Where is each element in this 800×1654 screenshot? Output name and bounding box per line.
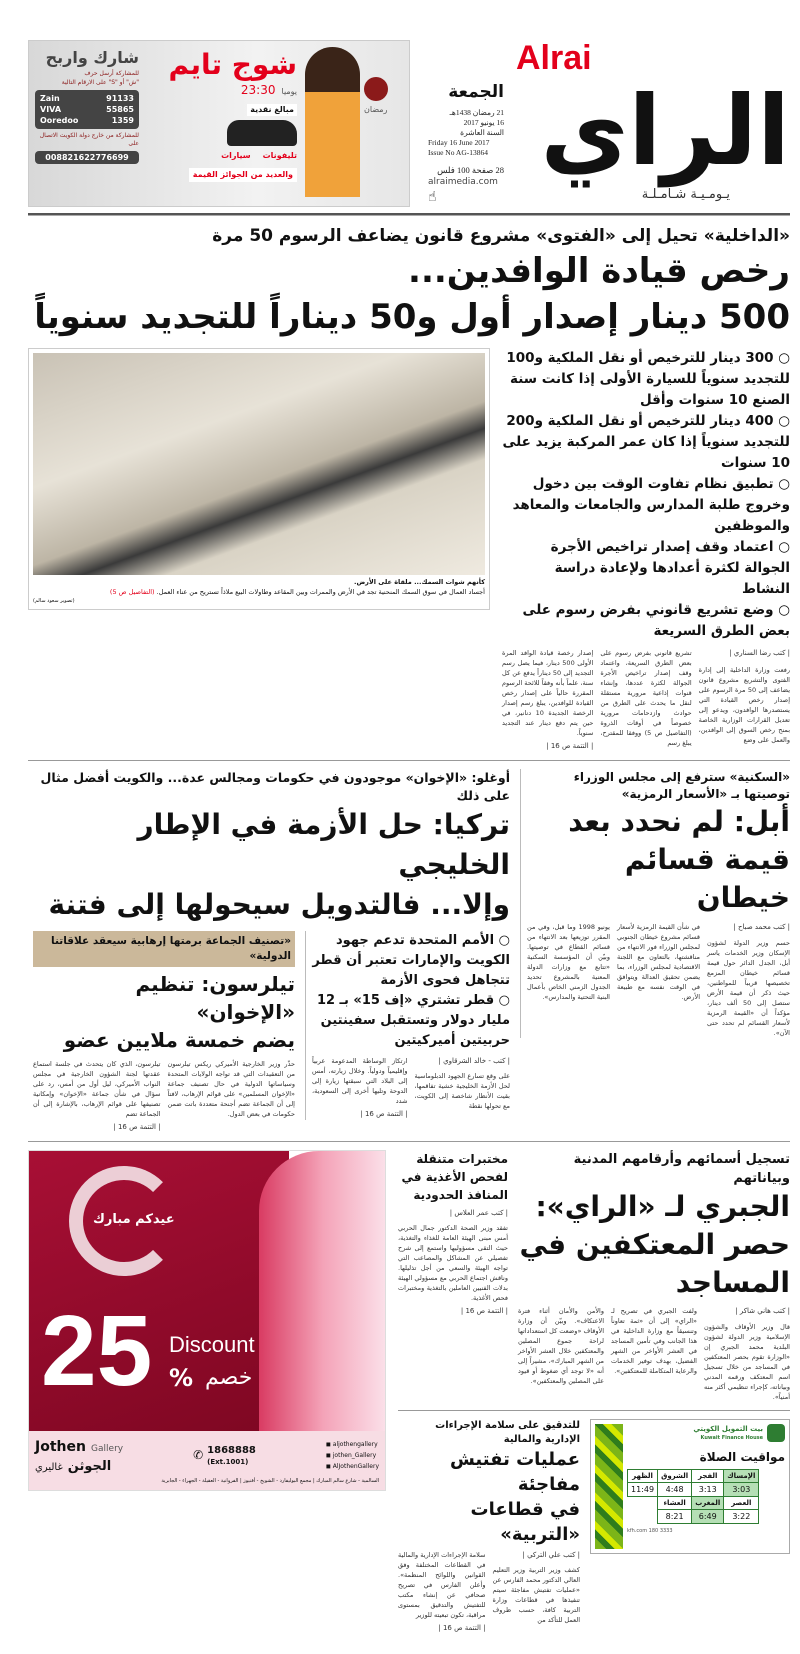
- presenter-photo: [305, 47, 360, 197]
- phone-icon: ✆: [193, 1448, 204, 1462]
- tarbiya-body: [398, 1550, 580, 1634]
- labs-body: تفقد وزير الصحة الدكتور جمال الحربي أمس مبنى الهيئة العامة للغذاء والتغذية، حيث التقى مسؤوليها واستمع إلى شرح تفصيلي عن المشاكل والمصاعب التي تواجه الهيئة والسعي من أجل تذليلها. وناقش اجتماع الحربي مع مسؤولي الهيئة بدلات الفنيين العاملين بالتغذية ومختبرات فحص الأغذية.: [398, 1224, 508, 1302]
- jothen-gallery-en: Gallery: [91, 1444, 124, 1454]
- jothen-brand-ar: [35, 1455, 123, 1474]
- prayer-time: 6:49: [692, 1510, 724, 1524]
- tillerson-body: [33, 1059, 295, 1133]
- instagram-link[interactable]: [326, 1439, 379, 1450]
- tillerson-block: [33, 931, 295, 1133]
- kfh-brand: [627, 1424, 785, 1442]
- prayer-time: 3:13: [692, 1483, 724, 1497]
- tillerson-body-col-2-wrap: [33, 1059, 161, 1133]
- code-number: 91133: [106, 94, 134, 103]
- lead-headline-1: رخص قيادة الوافدين...: [408, 251, 790, 291]
- prize-cars: سيارات: [221, 151, 251, 160]
- tillerson-body-col-1: حذّر وزير الخارجية الأميركي ريكس تيلرسون من التعقيدات التي قد تواجه الولايات المتحدة وسياساتها الدولية في حال تصنيف جماعة «الإخوان المسلمين» على قوائم الإرهاب، لافتاً إلى أن الجماعة تضم أجنحة متعددة باتت ضمن حكومات في بعض الدول.: [167, 1060, 295, 1118]
- abel-body-col-1-wrap: [707, 922, 790, 1038]
- masthead: [516, 40, 790, 204]
- lead-bullets: [502, 348, 790, 642]
- turkey-body-col-2: ارتكاز الوساطة المدعومة عربياً وإقليمياً ودولياً. وخلال زيارته، أمس إلى البلاد التي سبقتها زيارة إلى الدوحة وتليها أخرى إلى السعودية، شدد: [312, 1057, 408, 1105]
- ad-daily: يوميا: [281, 87, 297, 96]
- eid-calligraphy: عيدكم مبارك: [93, 1212, 175, 1227]
- discount-label: Discount: [169, 1332, 255, 1357]
- ad-brand-block: [364, 47, 394, 116]
- prayer-name: الإمساك: [724, 1470, 759, 1483]
- prayer-names-row: [628, 1470, 759, 1483]
- alrai-ramadan-logo: [364, 77, 388, 101]
- prayer-times-table: [627, 1469, 759, 1524]
- tarbiya-body-col-2: سلامة الإجراءات الإدارية والمالية في القطاعات المختلفة وفق القوانين واللوائح المنظمة». وأعلن الفارس في تصريح صحافي عن إنشاء مكتب للتفتيش والتدقيق بمستوى مراقبة، تكون تبعيته للوزير: [398, 1551, 486, 1619]
- ad-footer-row: [35, 1436, 379, 1474]
- issue-number: Issue No AG-13864: [428, 148, 488, 157]
- social-handle: jothen_Gallery: [332, 1451, 377, 1459]
- masthead-rule: [28, 213, 790, 216]
- lead-headline-2: 500 دينار إصدار أول و50 ديناراً للتجديد سنوياً: [34, 297, 790, 337]
- car-image: [227, 120, 297, 146]
- jabri-kicker: تسجيل أسمائهم وأرقامهم المدنية وبياناتهم: [573, 1152, 790, 1186]
- operator: Ooredoo: [40, 116, 79, 125]
- facebook-link[interactable]: [326, 1461, 379, 1472]
- turkey-body-col-1: على وقع تسارع الجهود الدبلوماسية لحل الأزمة الخليجية خشية تفاقمها، بقيت الأنظار شاخصة إلى الكويت، مع تحولها نقطة: [414, 1072, 510, 1110]
- code-row: [40, 115, 134, 126]
- discount-number: 25: [41, 1295, 153, 1407]
- pointer-hand-icon: ☝: [428, 189, 437, 205]
- jothen-phone: 1868888: [207, 1444, 256, 1456]
- prize-phones: تليفونات: [262, 151, 297, 160]
- jabri-headline-1: الجبري لـ «الراي»:: [535, 1190, 790, 1223]
- lead-photo-frame: [28, 348, 490, 610]
- ad-time: 23:30: [240, 83, 276, 97]
- ad-share-column: [35, 47, 139, 164]
- jothen-gallery-ar: غاليري: [35, 1462, 63, 1473]
- jothen-discount-ad[interactable]: [28, 1150, 386, 1491]
- turkey-details: [305, 931, 510, 1120]
- section-divider: [398, 1410, 790, 1411]
- jabri-block: [518, 1150, 790, 1402]
- percent-sign: %: [169, 1364, 194, 1392]
- woman-silhouette-graphic: [259, 1151, 386, 1431]
- abel-kicker: «السكنية» سترفع إلى مجلس الوزراء توصيتها بـ «الأسعار الرمزية»: [573, 770, 790, 801]
- tillerson-continued-link[interactable]: | التتمة ص 16 |: [113, 1123, 161, 1131]
- operator: VIVA: [40, 105, 62, 114]
- lead-text-column: [502, 348, 790, 752]
- photo-credit: (تصوير سعود سالم): [33, 598, 75, 604]
- tarbiya-prayer-row: [398, 1419, 790, 1634]
- sms-codes-box: [35, 90, 139, 129]
- day-label: الجمعة: [448, 82, 504, 102]
- tagline: يـومـيـة شـامـلـة: [641, 187, 730, 202]
- kfh-names: [693, 1424, 763, 1442]
- green-pattern-graphic: [595, 1424, 623, 1549]
- showtime-ad[interactable]: [28, 40, 410, 207]
- kfh-contact: kfh.com 180 3333: [627, 1528, 673, 1534]
- abel-body-col-3: يونيو 1998 وما قبل، وفي من المقرر توزيعها بعد الانتهاء من قسائم القطاع في توصيتها. وبيّن أن المؤسسة السكنية «تتابع مع وزارات الدولة المعنية بالمشروع تحديد الجدول الزمني الخاص بأعمال البنية التحتية والمدارس».: [527, 923, 610, 1001]
- caption-ref[interactable]: (التفاصيل ص 5): [109, 588, 155, 596]
- lead-continued-link[interactable]: | التتمة ص 16 |: [546, 742, 594, 750]
- turkey-block: [28, 769, 510, 1133]
- turkey-subrow: [28, 931, 510, 1133]
- tarbiya-headline-2: في قطاعات «التربية»: [470, 1499, 580, 1545]
- ad-presenter-column: [305, 47, 395, 197]
- pages-price: 28 صفحة 100 فلس: [437, 165, 504, 175]
- turkey-body-col-1-wrap: [415, 1056, 511, 1111]
- facebook-icon: ◼: [325, 1462, 331, 1470]
- front-page: [28, 0, 790, 1654]
- ad-outside-note: للمشاركة من خارج دولة الكويت الاتصال على: [39, 132, 139, 147]
- prayer-times-row: [628, 1510, 759, 1524]
- turkey-bullet: ○ قطر تشتري «إف 15» بـ 12 مليار دولار وتستقبل سفينتين حربيتين أميركيتين: [316, 993, 510, 1048]
- code-row: [40, 104, 134, 115]
- abel-block: [520, 769, 790, 1038]
- ad-visual: [29, 1151, 385, 1431]
- gregorian-date-ar: 16 يونيو 2017: [463, 118, 504, 127]
- ad-instructions-2: "ش" أو "S" على الارقام التالية: [61, 79, 139, 86]
- khasm-label: خصم: [205, 1365, 253, 1390]
- prayer-name: الظهر: [628, 1470, 658, 1483]
- lead-bullet: ○ اعتماد وقف إصدار تراخيص الأجرة الجوالة لكثرة أعدادها ولإعادة دراسة النشاط: [550, 539, 790, 597]
- prayer-time: 3:03: [724, 1483, 759, 1497]
- second-row: [28, 769, 790, 1133]
- turkey-bullet: ○ الأمم المتحدة تدعم جهود الكويت والإمارات تعتبر أن قطر تتجاهل فحوى الأزمة: [312, 933, 510, 988]
- prayer-name: الشروق: [658, 1470, 692, 1483]
- tillerson-headline-1: تيلرسون: تنظيم «الإخوان»: [135, 972, 295, 1024]
- lead-body-col-3-wrap: [502, 648, 593, 752]
- lead-bullet: ○ تطبيق نظام تفاوت الوقت بين دخول وخروج طلبة المدارس والجامعات والمعاهد والموظفين: [512, 476, 790, 534]
- lead-bullet: ○ 400 دينار للترخيص أو نقل الملكية و200 للتجديد سنوياً إذا كان عمر المركبة يزيد على 10 سنوات: [502, 413, 790, 471]
- prayer-time: 11:49: [628, 1483, 658, 1497]
- lead-byline: | كتب رضا السناري |: [729, 649, 790, 657]
- abel-headline: أبل: لم نحدد بعد قيمة قسائم خيطان: [568, 805, 790, 914]
- labs-headline: مختبرات متنقلة لفحص الأغذية في المنافذ الحدودية: [401, 1152, 508, 1202]
- lead-bullet: ○ وضع تشريع قانوني بفرض رسوم على بعض الطرق السريعة: [522, 602, 790, 639]
- social-handle: aljothengallery: [332, 1440, 378, 1448]
- code-row: [40, 93, 134, 104]
- labs-jabri-row: [398, 1150, 790, 1402]
- lead-bullet: ○ 300 دينار للترخيص أو نقل الملكية و100 للتجديد سنوياً للسيارة الأولى إذا كانت سنة الصنع 10 سنوات وأقل: [506, 350, 790, 408]
- third-row: [28, 1150, 790, 1634]
- tarbiya-kicker: للتدقيق على سلامة الإجراءات الإدارية والمالية: [435, 1420, 580, 1445]
- instagram-icon: ◼: [325, 1440, 331, 1448]
- date-column: [422, 40, 504, 205]
- labs-block: [398, 1150, 508, 1317]
- lead-body-col-2: تشريع قانوني بفرض رسوم على بعض الطرق السريعة، واعتماد وقف إصدار تراخيص الأجرة الجوالة لكثرة عددها، وإنشاء قنوات إذاعية مرورية مستقلة لنقل ما يحدث على الطرق من حوادث وازدحامات مرورية خصوصاً في أوقات الذروة (التفاصيل ص 5) ووفقا للمقترح، يبلغ رسم: [600, 649, 692, 747]
- turkey-headline-1: تركيا: حل الأزمة في الإطار الخليجي: [137, 808, 510, 881]
- prayer-ad-content: [627, 1424, 785, 1535]
- social-links: [326, 1439, 379, 1472]
- kfh-name-en: Kuwait Finance House: [700, 1435, 763, 1441]
- caption-text: أجساد العمال في سوق السمك المنحنية تجد في الأرض والممرات وبين المقاعد وطاولات البيع ملاذاً تستريح من عناء العمل.: [156, 588, 485, 596]
- abel-body-col-2: في شأن القيمة الرمزية لأسعار قسائم مشروع خيطان الجنوبي لمجلس الوزراء فور الانتهاء من مناقشتها، بالتعاون مع اللجنة الاقتصادية لمجلس الوزراء، بما يضمن تحقيق العدالة ويتوافق في الوقت نفسه مع طبيعة الأرض.: [617, 923, 700, 1001]
- lead-kicker: «الداخلية» تحيل إلى «الفتوى» مشروع قانون يضاعف الرسوم 50 مرة: [212, 226, 790, 246]
- tarbiya-body-col-2-wrap: [398, 1550, 486, 1634]
- section-divider: [28, 760, 790, 761]
- jabri-headline-2: حصر المعتكفين في المساجد: [519, 1228, 790, 1299]
- photo-caption: [33, 587, 485, 597]
- jabri-body-col-1: قال وزير الأوقاف والشؤون الإسلامية وزير الدولة لشؤون البلدية محمد الجبري إن «الوزارة تقوم بحصر المعتكفين في المساجد من خلال تسجيل اسم المعتكف ورقمه المدني وبياناته، كإجراء تنظيمي أكثر منه أمنياً».: [704, 1323, 790, 1401]
- jothen-logo-en: Jothen: [35, 1439, 86, 1455]
- twitter-link[interactable]: [326, 1450, 379, 1461]
- gregorian-date-en: Friday 16 June 2017: [428, 138, 490, 147]
- social-handle: AlJothenGallery: [332, 1462, 379, 1470]
- ad-schedule: [147, 83, 297, 97]
- abel-body: [527, 922, 790, 1038]
- jabri-byline: | كتب هاني شاكر |: [735, 1307, 790, 1315]
- ad-prize-row: [147, 150, 297, 162]
- tarbiya-block: [398, 1419, 580, 1634]
- ramadan-brand: رمضان: [364, 105, 388, 114]
- prayer-times-row: [628, 1483, 759, 1497]
- tillerson-headline-2: يضم خمسة ملايين عضو: [63, 1028, 295, 1052]
- code-number: 1359: [111, 116, 134, 125]
- hijri-date: 21 رمضان 1438هـ: [449, 108, 504, 117]
- website-link[interactable]: alraimedia.com: [428, 177, 498, 187]
- operator: Zain: [40, 94, 60, 103]
- prayer-name: العصر: [724, 1497, 759, 1510]
- turkey-byline: | كتب - خالد الشرقاوي |: [438, 1057, 510, 1065]
- jothen-logo-ar: الجوثن: [67, 1459, 112, 1474]
- turkey-continued-link[interactable]: | التتمة ص 16 |: [360, 1110, 408, 1118]
- masthead-row: [28, 40, 790, 207]
- jothen-phone-block: [193, 1444, 256, 1467]
- prayer-name: الفجر: [692, 1470, 724, 1483]
- tarbiya-body-col-1-wrap: [493, 1550, 581, 1625]
- prayer-names-row: [628, 1497, 759, 1510]
- abel-byline: | كتب محمد صباح |: [733, 923, 790, 931]
- labs-continued-link[interactable]: | التتمة ص 16 |: [460, 1307, 508, 1315]
- photo-caption-title: كأنهم شوات السمك... ملقاة على الأرض.: [353, 578, 485, 586]
- jabri-body-col-3: والأمن والأمان أثناء فترة الاعتكاف». وبيّن أن وزارة الأوقاف «وضعت كل استعداداتها لراحة جموع المصلين والمعتكفين خلال العشر الأواخر من الشهر المبارك»، مشيراً إلى أنه «لا توجد أي ضغوط أو قيود على المصلين والمعتكفين».: [518, 1307, 604, 1385]
- turkey-body-col-2-wrap: [312, 1056, 408, 1120]
- kfh-prayer-times-ad[interactable]: [590, 1419, 790, 1554]
- labs-byline: | كتب عمر العلاس |: [449, 1209, 508, 1217]
- kfh-name-ar: بيت التمويل الكويتي: [693, 1425, 763, 1433]
- turkey-kicker: أوغلو: «الإخوان» موجودون في حكومات ومجالس عدة... والكويت أفضل مثال على ذلك: [40, 770, 510, 803]
- kfh-logo-icon: [767, 1424, 785, 1442]
- prayer-name: المغرب: [692, 1497, 724, 1510]
- tillerson-body-col-2: تيلرسون، الذي كان يتحدث في جلسة استماع عقدتها لجنة الشؤون الخارجية في مجلس النواب الأميركي، ليل أول من أمس، رد على سؤال في شأن جماعة «الإخوان» وإمكانية تصنيفها على قوائم الإرهاب، بالإشارة إلى أن الجماعة تضم: [33, 1060, 161, 1118]
- prayer-time: 3:22: [724, 1510, 759, 1524]
- abel-body-col-1: حسم وزير الدولة لشؤون الإسكان وزير الخدمات ياسر أبل، الجدل الدائر حول قيمة قسائم خيطان المزمع تخصيصها قريباً للمواطنين، حيث ذكر أن قيمة الأرض ستصل إلى 50 ألف دينار، مؤكداً أن «القيمة الرمزية لأسعار القسائم لم تحدد حتى الآن».: [707, 939, 790, 1037]
- prayer-name: العشاء: [658, 1497, 692, 1510]
- lead-body-col-3: إصدار رخصة قيادة الوافد المرة الأولى 500 دينار، فيما يصل رسم التجديد إلى 50 ديناراً يدفع عن كل سنة، علماً بأنه وفقاً للائحة الرسوم المقررة حالياً على إصدار رخص القيادة للوافدين، يبلغ رسم إصدار الرخصة الجديدة 10 دنانير، في حين يتم دفع دينار عند التجديد سنوياً.: [502, 649, 594, 737]
- turkey-body: [312, 1056, 510, 1120]
- ad-footer: [29, 1431, 385, 1490]
- jabri-body-col-1-wrap: [704, 1306, 790, 1402]
- logo-ar: الراي: [540, 75, 790, 187]
- lead-row: [28, 348, 790, 752]
- lead-body: [502, 648, 790, 752]
- tarbiya-headline-1: عمليات تفتيش مفاجئة: [449, 1449, 580, 1495]
- lead-body-col-1-wrap: [699, 648, 790, 745]
- jabri-body: [518, 1306, 790, 1402]
- lead-body-col-1: رفعت وزارة الداخلية إلى إدارة الفتوى والتشريع مشروع قانون يضاعف إلى 50 مرة الرسوم على إصدار رخص القيادة التي يستصدرها الوافدون، ويدعو إلى تعديل القرارات الوزارية الخاصة بمنح رخص السوق إلى الوافدين، والعمل على وضع: [698, 666, 791, 744]
- ad-more-prizes: والعديد من الجوائز القيمة: [189, 168, 297, 182]
- year-label: السنة العاشرة: [460, 128, 504, 137]
- ad-instructions-1: للمشاركة أرسل حرف: [84, 70, 139, 77]
- ad-intl-number: 008821622776699: [35, 151, 139, 164]
- ad-share: شارك واربح: [45, 48, 139, 67]
- fish-market-workers-photo: [33, 353, 485, 575]
- tarbiya-body-col-1: كشف وزير التربية وزير التعليم العالي الدكتور محمد الفارس عن «عمليات تفتيش مفاجئة سيتم تنفيذها في قطاعات وزارة التربية كافة، حسب ظروف العمل للتأكد من: [492, 1566, 580, 1624]
- branches-list: السالمية - شارع سالم المبارك | مجمع البوليفارد - الشويخ - أفنيوز | الفروانية - العقيلة - الجهراء - الجابرية: [161, 1478, 379, 1484]
- right-bottom-area: [398, 1150, 790, 1634]
- section-divider: [28, 1141, 790, 1142]
- logo-en: Alrai: [516, 39, 592, 77]
- prayer-time: 4:48: [658, 1483, 692, 1497]
- twitter-icon: ◼: [325, 1451, 331, 1459]
- jabri-body-col-2: ولفت الجبري في تصريح لـ «الراي» إلى أن «ثمة تعاوناً وتنسيقاً مع وزارة الداخلية في هذا الجانب وفي تأمين المساجد في العشر الأواخر من الشهر الفضيل، بهدف توفير الخدمات والرعاية المتكاملة للمعتكفين».: [611, 1307, 697, 1375]
- tillerson-kicker: «تصنيف الجماعة برمتها إرهابية سيعقد علاقاتنا الدولية»: [33, 931, 295, 967]
- jothen-brand: [35, 1436, 123, 1474]
- prize-cash: مبالغ نقدية: [247, 104, 297, 116]
- ad-prizes-column: [147, 47, 297, 182]
- jothen-brand-en: [35, 1436, 123, 1455]
- tarbiya-continued-link[interactable]: | التتمة ص 16 |: [438, 1624, 486, 1632]
- ad-title: شوج تايم: [168, 48, 297, 81]
- turkey-headline-2: وإلا... فالتدويل سيحولها إلى فتنة: [48, 888, 510, 921]
- prayer-times-title: مواقيت الصلاة: [699, 1450, 785, 1464]
- jothen-ext: (Ext.1001): [207, 1457, 249, 1466]
- tarbiya-byline: | كتب علي التركي |: [522, 1551, 580, 1559]
- code-number: 55865: [106, 105, 134, 114]
- prayer-time: 8:21: [658, 1510, 692, 1524]
